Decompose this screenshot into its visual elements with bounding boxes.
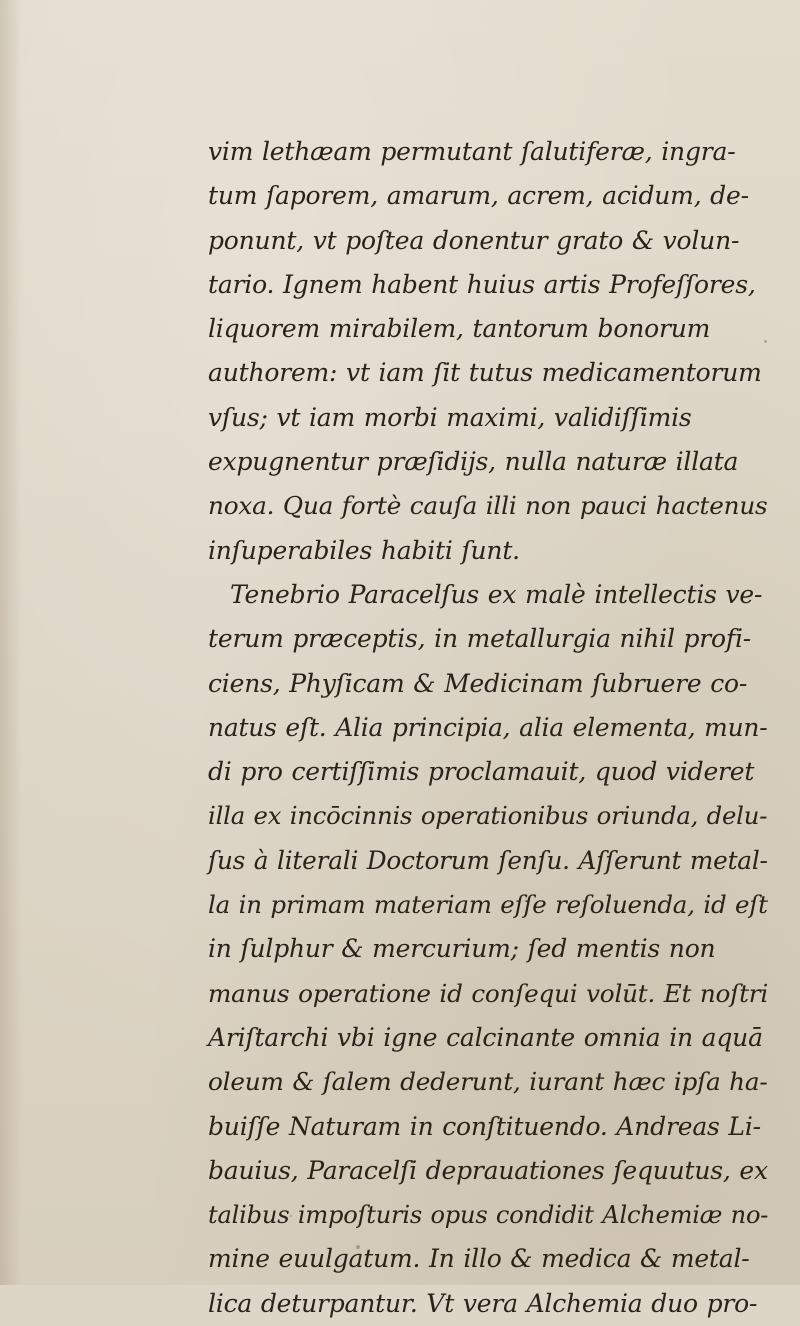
text-line: mine euulgatum. In illo & medica & metal- xyxy=(208,1244,750,1274)
text-line: manus operatione id conſequi volūt. Et noſtri xyxy=(208,978,769,1008)
text-line: noxa. Qua fortè cauſa illi non pauci hactenus xyxy=(208,491,768,521)
text-line: la in primam materiam eſſe reſoluenda, id eſt xyxy=(208,890,768,920)
text-line: di pro certiſſimis proclamauit, quod videret xyxy=(208,757,755,787)
text-line: liquorem mirabilem, tantorum bonorum xyxy=(208,314,711,344)
text-line: expugnentur præſidijs, nulla naturæ illata xyxy=(208,447,739,477)
paper-speck xyxy=(290,1215,292,1217)
paper-speck xyxy=(356,1245,360,1249)
paragraph-start-line: Tenebrio Paracelſus ex malè intellectis ve- xyxy=(230,579,763,609)
text-line: tario. Ignem habent huius artis Profeſſores, xyxy=(208,269,756,299)
page-edge-shadow xyxy=(0,0,22,1285)
text-line: in ſulphur & mercurium; ſed mentis non xyxy=(208,934,716,964)
text-line: vim lethæam permutant ſalutiferæ, ingra- xyxy=(208,137,736,166)
text-line: oleum & ſalem dederunt, iurant hæc ipſa ha- xyxy=(208,1067,768,1097)
text-line: ciens, Phyſicam & Medicinam ſubruere co- xyxy=(208,668,748,698)
text-line: inſuperabiles habiti ſunt. xyxy=(208,535,520,565)
text-line: bauius, Paracelſi deprauationes ſequutus, ex xyxy=(208,1155,768,1185)
text-line: ſus à literali Doctorum ſenſu. Aſſerunt metal- xyxy=(208,845,768,875)
text-line: terum præceptis, in metallurgia nihil profi- xyxy=(208,624,751,654)
text-line: ponunt, vt poſtea donentur grato & volun- xyxy=(208,225,740,255)
text-line: Ariſtarchi vbi igne calcinante omnia in aquā xyxy=(208,1022,763,1052)
text-line: vſus; vt iam morbi maximi, validiſſimis xyxy=(208,402,692,432)
text-line: lica deturpantur. Vt vera Alchemia duo pro- xyxy=(208,1288,758,1318)
text-line: buiſſe Naturam in conſtituendo. Andreas Li- xyxy=(208,1111,761,1141)
page-text-block xyxy=(208,130,768,1326)
paper-speck xyxy=(612,1030,614,1032)
paper-speck xyxy=(764,340,767,343)
text-line: illa ex incōcinnis operationibus oriunda, delu- xyxy=(208,801,768,831)
text-line: natus eſt. Alia principia, alia elementa, mun- xyxy=(208,712,768,742)
text-line: tum ſaporem, amarum, acrem, acidum, de- xyxy=(208,181,749,211)
text-line: authorem: vt iam ſit tutus medicamentorum xyxy=(208,358,762,388)
text-line: talibus impoſturis opus condidit Alchemiæ no- xyxy=(208,1201,769,1230)
